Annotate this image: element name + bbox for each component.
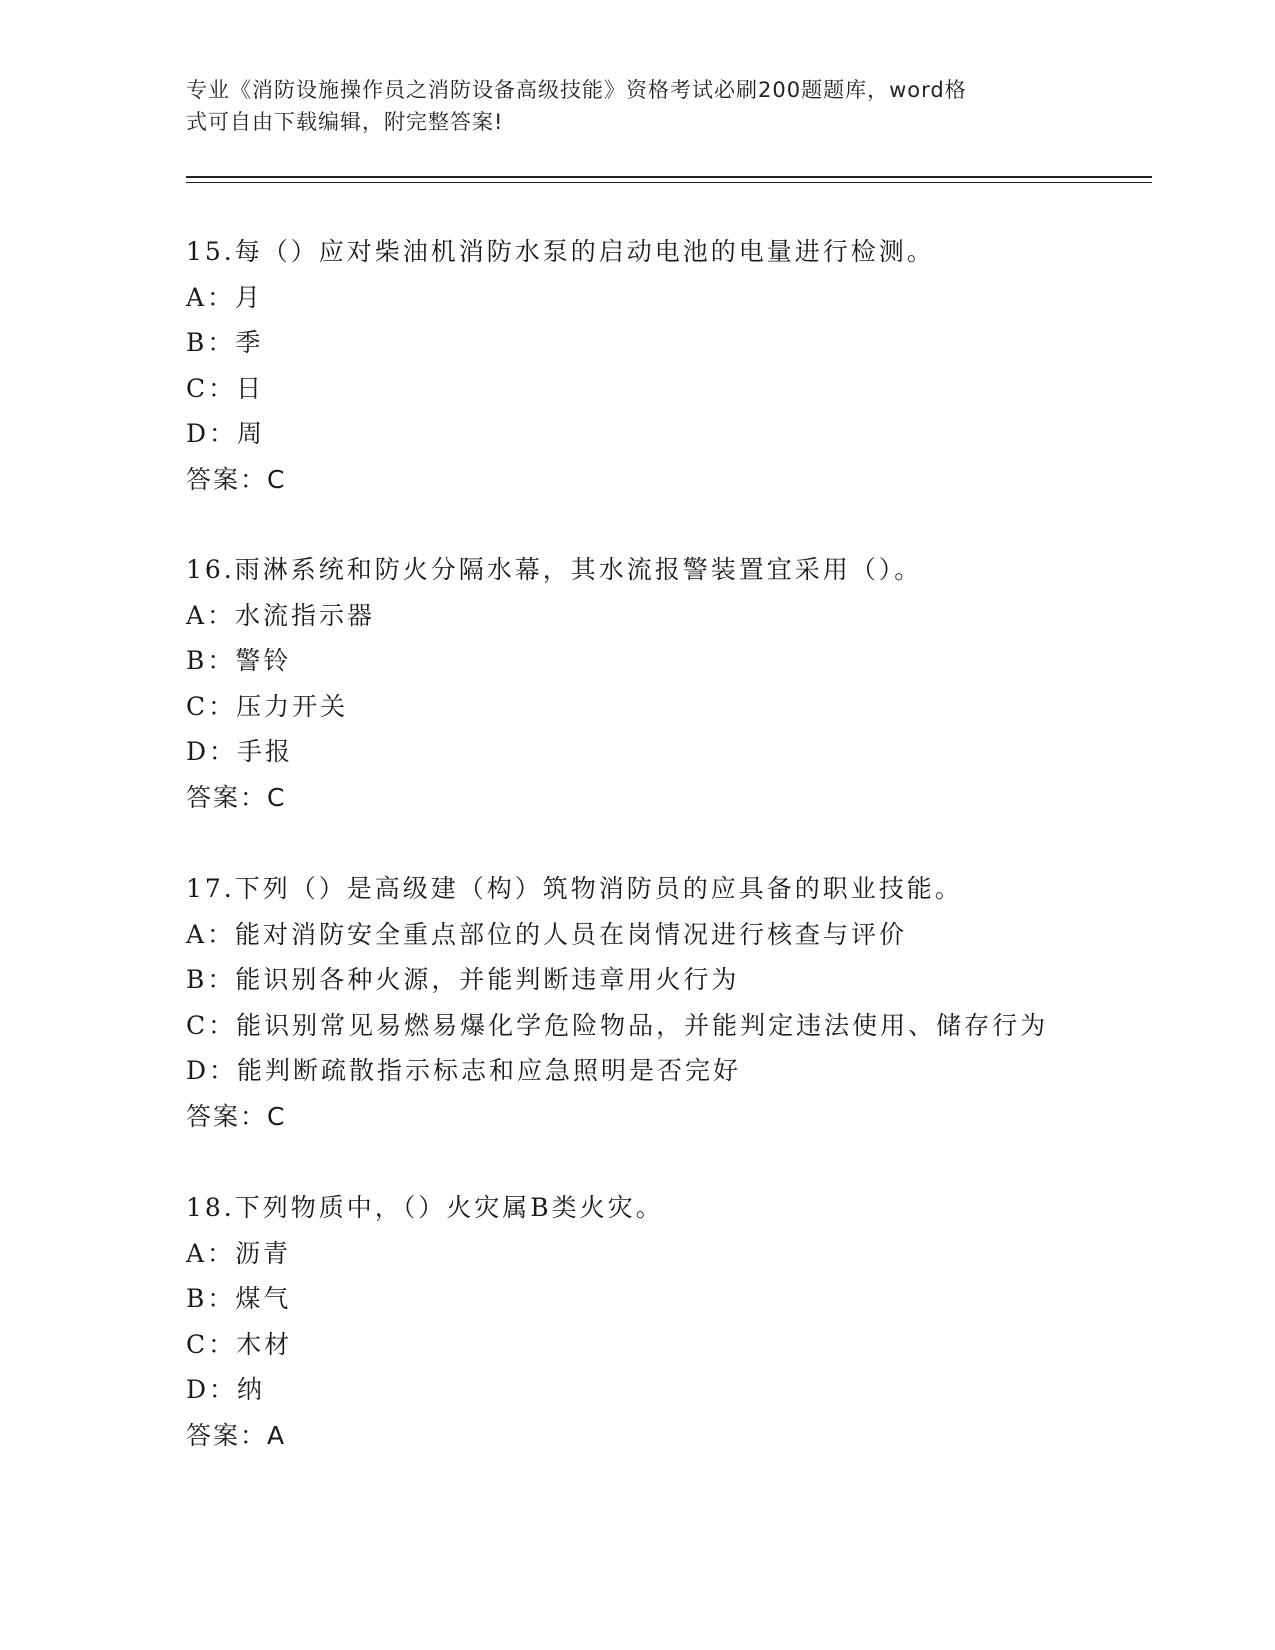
answer-line: 答案：A <box>186 1420 287 1450</box>
header-divider-thick <box>186 176 1152 178</box>
question-block-17 <box>186 866 1166 1139</box>
question-block-15 <box>186 229 1166 502</box>
option-a: A：能对消防安全重点部位的人员在岗情况进行核查与评价 <box>186 919 908 949</box>
option-b: B：能识别各种火源，并能判断违章用火行为 <box>186 965 740 994</box>
option-c: C：木材 <box>186 1329 293 1359</box>
option-a: A：水流指示器 <box>186 600 376 630</box>
document-header <box>186 74 1066 138</box>
question-block-18 <box>186 1185 1166 1458</box>
option-b: B：季 <box>186 328 264 357</box>
header-line-2: 式可自由下载编辑，附完整答案! <box>186 110 504 134</box>
answer-line: 答案：C <box>186 782 287 812</box>
question-stem: 18.下列物质中，（）火灾属B类火灾。 <box>186 1193 664 1222</box>
question-stem: 15.每（）应对柴油机消防水泵的启动电池的电量进行检测。 <box>186 237 935 266</box>
option-c: C：压力开关 <box>186 691 349 721</box>
question-stem: 16.雨淋系统和防火分隔水幕，其水流报警装置宜采用（）。 <box>186 555 923 584</box>
option-b: B：煤气 <box>186 1284 292 1313</box>
header-divider-thin <box>186 182 1152 183</box>
option-a: A：沥青 <box>186 1238 292 1268</box>
answer-line: 答案：C <box>186 1101 287 1131</box>
option-d: D：纳 <box>186 1375 266 1404</box>
option-d: D：手报 <box>186 737 294 766</box>
question-block-16 <box>186 547 1166 820</box>
option-c: C：日 <box>186 373 265 403</box>
question-stem: 17.下列（）是高级建（构）筑物消防员的应具备的职业技能。 <box>186 874 963 903</box>
option-a: A：月 <box>186 282 264 312</box>
option-d: D：周 <box>186 419 266 448</box>
header-line-1: 专业《消防设施操作员之消防设备高级技能》资格考试必刷200题题库，word格 <box>186 78 967 102</box>
answer-line: 答案：C <box>186 464 287 494</box>
option-d: D：能判断疏散指示标志和应急照明是否完好 <box>186 1056 742 1085</box>
option-c: C：能识别常见易燃易爆化学危险物品，并能判定违法使用、储存行为 <box>186 1010 1049 1040</box>
option-b: B：警铃 <box>186 646 292 675</box>
